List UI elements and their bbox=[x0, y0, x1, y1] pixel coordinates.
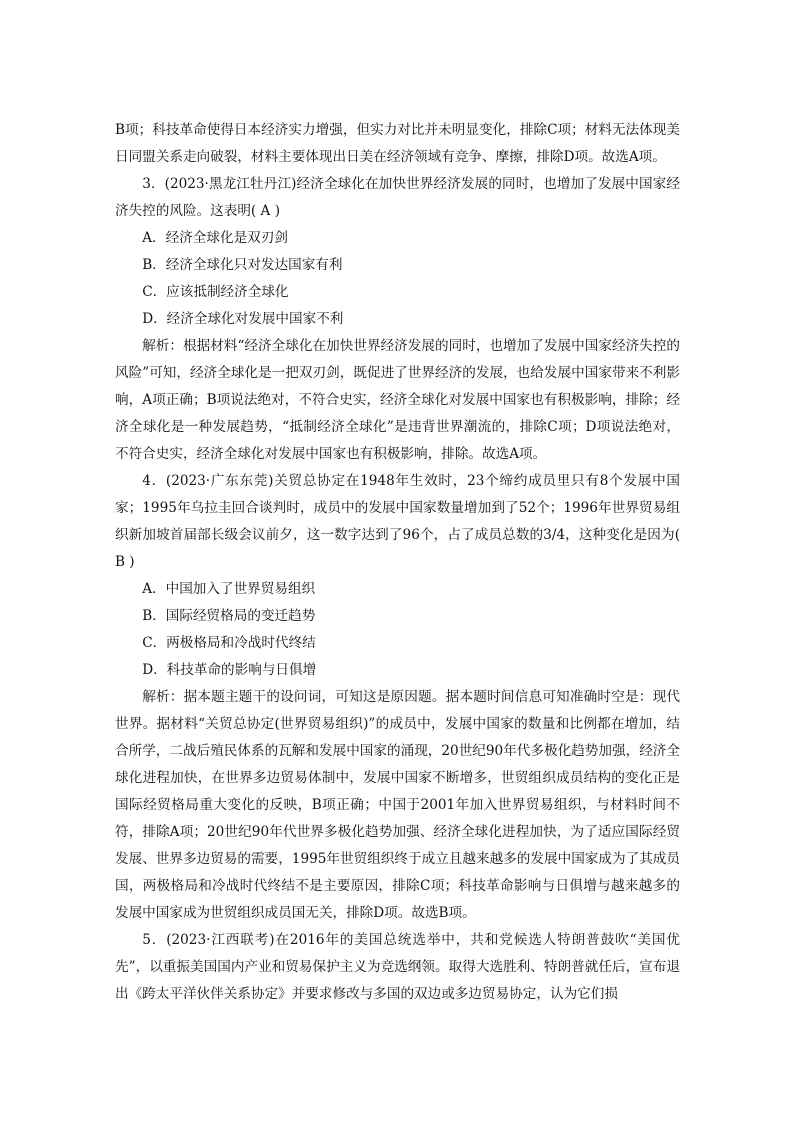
question-3-option-a: A．经济全球化是双刃剑 bbox=[142, 230, 288, 246]
question-4-stem: 4．(2023·广东东莞)关贸总协定在1948年生效时，23个缔约成员里只有8个发展中国家；1995年乌拉圭回合谈判时，成员中的发展中国家数量增加到了52个；1996年世界贸易组织新加坡首届部长级会议前夕，这一数字达到了96个，占了成员总数的3/4，这种变化是因为( B ) bbox=[115, 473, 680, 570]
question-5-stem: 5．(2023·江西联考)在2016年的美国总统选举中，共和党候选人特朗普鼓吹“美国优先”，以重振美国国内产业和贸易保护主义为竞选纲领。取得大选胜利、特朗普就任后，宣布退出《跨太平洋伙伴关系协定》并要求修改与多国的双边或多边贸易协定，认为它们损 bbox=[115, 932, 680, 1002]
question-4-option-a: A．中国加入了世界贸易组织 bbox=[142, 581, 316, 597]
question-4 bbox=[115, 468, 680, 927]
question-3-option-c: C．应该抵制经济全球化 bbox=[142, 284, 289, 300]
question-3 bbox=[115, 171, 680, 468]
question-3-stem: 3．(2023·黑龙江牡丹江)经济全球化在加快世界经济发展的同时，也增加了发展中国家经济失控的风险。这表明( A ) bbox=[115, 176, 680, 219]
question-3-analysis: 解析：根据材料“经济全球化在加快世界经济发展的同时，也增加了发展中国家经济失控的风险”可知，经济全球化是一把双刃剑，既促进了世界经济的发展，也给发展中国家带来不利影响，A项正确；B项说法绝对，不符合史实，经济全球化对发展中国家也有积极影响，排除；经济全球化是一种发展趋势，“抵制经济全球化”是违背世界潮流的，排除C项；D项说法绝对，不符合史实，经济全球化对发展中国家也有积极影响，排除。故选A项。 bbox=[115, 338, 680, 462]
question-5 bbox=[115, 927, 680, 1008]
question-4-option-d: D．科技革命的影响与日俱增 bbox=[142, 662, 317, 678]
question-3-option-d: D．经济全球化对发展中国家不利 bbox=[142, 311, 344, 327]
question-3-option-b: B．经济全球化只对发达国家有利 bbox=[142, 257, 343, 273]
question-4-option-b: B．国际经贸格局的变迁趋势 bbox=[142, 608, 316, 624]
question-4-option-c: C．两极格局和冷战时代终结 bbox=[142, 635, 316, 651]
question-4-analysis: 解析：据本题主题干的设问词，可知这是原因题。据本题时间信息可知准确时空是：现代世界。据材料“关贸总协定(世界贸易组织)”的成员中，发展中国家的数量和比例都在增加，结合所学，二战后殖民体系的瓦解和发展中国家的涌现，20世纪90年代多极化趋势加强，经济全球化进程加快，在世界多边贸易体制中，发展中国家不断增多，世贸组织成员结构的变化正是国际经贸格局重大变化的反映，B项正确；中国于2001年加入世界贸易组织，与材料时间不符，排除A项；20世纪90年代世界多极化趋势加强、经济全球化进程加快，为了适应国际经贸发展、世界多边贸易的需要，1995年世贸组织终于成立且越来越多的发展中国家成为了其成员国，两极格局和冷战时代终结不是主要原因，排除C项；科技革命影响与日俱增与越来越多的发展中国家成为世贸组织成员国无关，排除D项。故选B项。 bbox=[115, 689, 680, 921]
previous-explanation-tail: B项；科技革命使得日本经济实力增强，但实力对比并未明显变化，排除C项；材料无法体现美日同盟关系走向破裂，材料主要体现出日美在经济领域有竞争、摩擦，排除D项。故选A项。 bbox=[115, 122, 680, 165]
document-body bbox=[115, 117, 680, 1008]
